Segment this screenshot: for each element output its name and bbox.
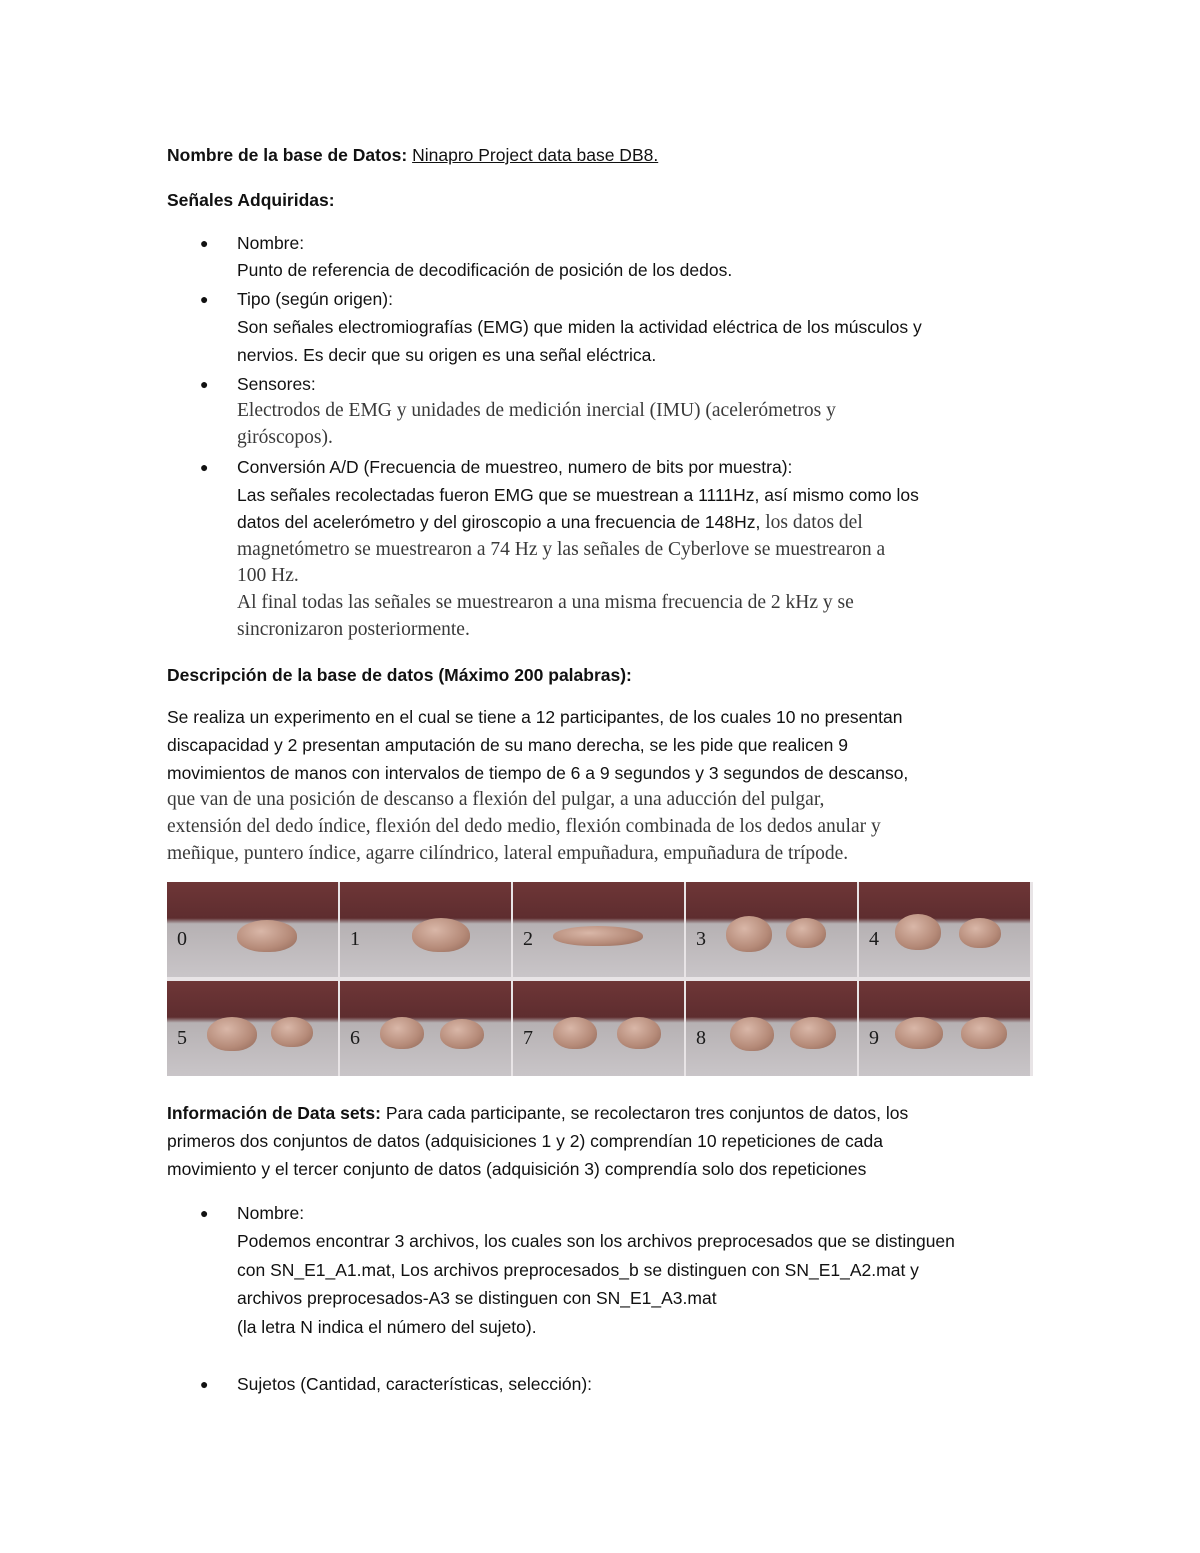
- datasets-line: primeros dos conjuntos de datos (adquisiciones 1 y 2) comprendían 10 repeticiones de cada: [167, 1131, 883, 1151]
- hand-image: [440, 1019, 484, 1049]
- hand-image: [726, 916, 772, 952]
- conversion-line: sincronizaron posteriormente.: [237, 619, 470, 640]
- hand-image: [961, 1017, 1007, 1049]
- hand-image: [237, 920, 297, 952]
- description-line: discapacidad y 2 presentan amputación de su mano derecha, se les pide que realicen 9: [167, 735, 848, 755]
- gesture-tile: [686, 882, 857, 977]
- signal-type-line: Son señales electromiografías (EMG) que miden la actividad eléctrica de los músculos y: [237, 317, 922, 337]
- gesture-number: 5: [177, 1027, 187, 1049]
- bullet: ●: [200, 235, 209, 251]
- files-line: archivos preprocesados-A3 se distinguen con SN_E1_A3.mat: [237, 1288, 717, 1308]
- conversion-line: magnetómetro se muestrearon a 74 Hz y las señales de Cyberlove se muestrearon a: [237, 539, 886, 560]
- gesture-tile: [340, 882, 511, 977]
- subjects-label: Sujetos (Cantidad, características, selección):: [237, 1374, 593, 1394]
- bullet: ●: [200, 291, 209, 307]
- gesture-number: 6: [350, 1027, 360, 1049]
- conversion-line: [237, 508, 863, 537]
- gesture-number: 2: [523, 928, 533, 950]
- hand-image: [786, 918, 826, 948]
- gesture-image-grid: [167, 882, 1033, 1076]
- description-line: extensión del dedo índice, flexión del dedo medio, flexión combinada de los dedos anular y: [167, 816, 881, 837]
- datasets-label: Información de Data sets:: [167, 1103, 381, 1123]
- datasets-line: movimiento y el tercer conjunto de datos (adquisición 3) comprendía solo dos repeticiones: [167, 1159, 867, 1179]
- gesture-number: 4: [869, 928, 879, 950]
- conversion-line-text: datos del acelerómetro y del giroscopio a una frecuencia de 148Hz,: [237, 512, 761, 532]
- hand-image: [790, 1017, 836, 1049]
- conversion-label: Conversión A/D (Frecuencia de muestreo, numero de bits por muestra):: [237, 457, 793, 477]
- gesture-number: 1: [350, 928, 360, 950]
- conversion-line-tail: los datos del: [760, 512, 863, 533]
- hand-image: [959, 918, 1001, 948]
- hand-image: [380, 1017, 424, 1049]
- hand-image: [895, 1017, 943, 1049]
- db-name: Ninapro Project data base DB8.: [412, 145, 659, 165]
- gesture-tile: [513, 882, 684, 977]
- files-line: Podemos encontrar 3 archivos, los cuales son los archivos preprocesados que se distinguen: [237, 1231, 955, 1251]
- signal-type-line: nervios. Es decir que su origen es una señal eléctrica.: [237, 345, 657, 365]
- gesture-tile: [859, 882, 1030, 977]
- hand-image: [730, 1017, 774, 1051]
- files-line: (la letra N indica el número del sujeto).: [237, 1317, 537, 1337]
- gesture-tile: [686, 981, 857, 1076]
- hand-image: [271, 1017, 313, 1047]
- description-line: Se realiza un experimento en el cual se tiene a 12 participantes, de los cuales 10 no presentan: [167, 707, 903, 727]
- description-heading: Descripción de la base de datos (Máximo 200 palabras):: [167, 665, 632, 685]
- files-label: Nombre:: [237, 1203, 305, 1223]
- bullet: ●: [200, 376, 209, 392]
- gesture-tile: [167, 882, 338, 977]
- bullet: ●: [200, 1376, 209, 1392]
- description-line: meñique, puntero índice, agarre cilíndrico, lateral empuñadura, empuñadura de trípode.: [167, 843, 849, 864]
- gesture-number: 3: [696, 928, 706, 950]
- database-title: [167, 141, 658, 169]
- signals-heading: Señales Adquiridas:: [167, 190, 335, 210]
- hand-image: [895, 914, 941, 950]
- bullet: ●: [200, 1205, 209, 1221]
- files-line: con SN_E1_A1.mat, Los archivos preprocesados_b se distinguen con SN_E1_A2.mat y: [237, 1260, 919, 1280]
- conversion-line: 100 Hz.: [237, 565, 299, 586]
- datasets-intro: [167, 1099, 908, 1127]
- sensors-line: giróscopos).: [237, 427, 333, 448]
- bullet: ●: [200, 459, 209, 475]
- datasets-intro-text: Para cada participante, se recolectaron tres conjuntos de datos, los: [380, 1103, 909, 1123]
- db-label: Nombre de la base de Datos:: [167, 145, 408, 165]
- gesture-tile: [859, 981, 1030, 1076]
- gesture-number: 9: [869, 1027, 879, 1049]
- signal-type-label: Tipo (según origen):: [237, 289, 393, 309]
- sensors-line: Electrodos de EMG y unidades de medición inercial (IMU) (acelerómetros y: [237, 400, 836, 421]
- gesture-number: 0: [177, 928, 187, 950]
- gesture-number: 8: [696, 1027, 706, 1049]
- hand-image: [553, 926, 643, 946]
- gesture-number: 7: [523, 1027, 533, 1049]
- conversion-line: Al final todas las señales se muestrearon a una misma frecuencia de 2 kHz y se: [237, 592, 854, 613]
- hand-image: [553, 1017, 597, 1049]
- description-line: movimientos de manos con intervalos de tiempo de 6 a 9 segundos y 3 segundos de descanso,: [167, 763, 909, 783]
- gesture-tile: [513, 981, 684, 1076]
- gesture-tile: [167, 981, 338, 1076]
- description-line: que van de una posición de descanso a flexión del pulgar, a una aducción del pulgar,: [167, 789, 825, 810]
- hand-image: [412, 918, 470, 952]
- sensors-label: Sensores:: [237, 374, 316, 394]
- conversion-line: Las señales recolectadas fueron EMG que se muestrean a 1111Hz, así mismo como los: [237, 485, 919, 505]
- signal-name-value: Punto de referencia de decodificación de posición de los dedos.: [237, 260, 733, 280]
- gesture-tile: [340, 981, 511, 1076]
- hand-image: [617, 1017, 661, 1049]
- hand-image: [207, 1017, 257, 1051]
- signal-name-label: Nombre:: [237, 233, 305, 253]
